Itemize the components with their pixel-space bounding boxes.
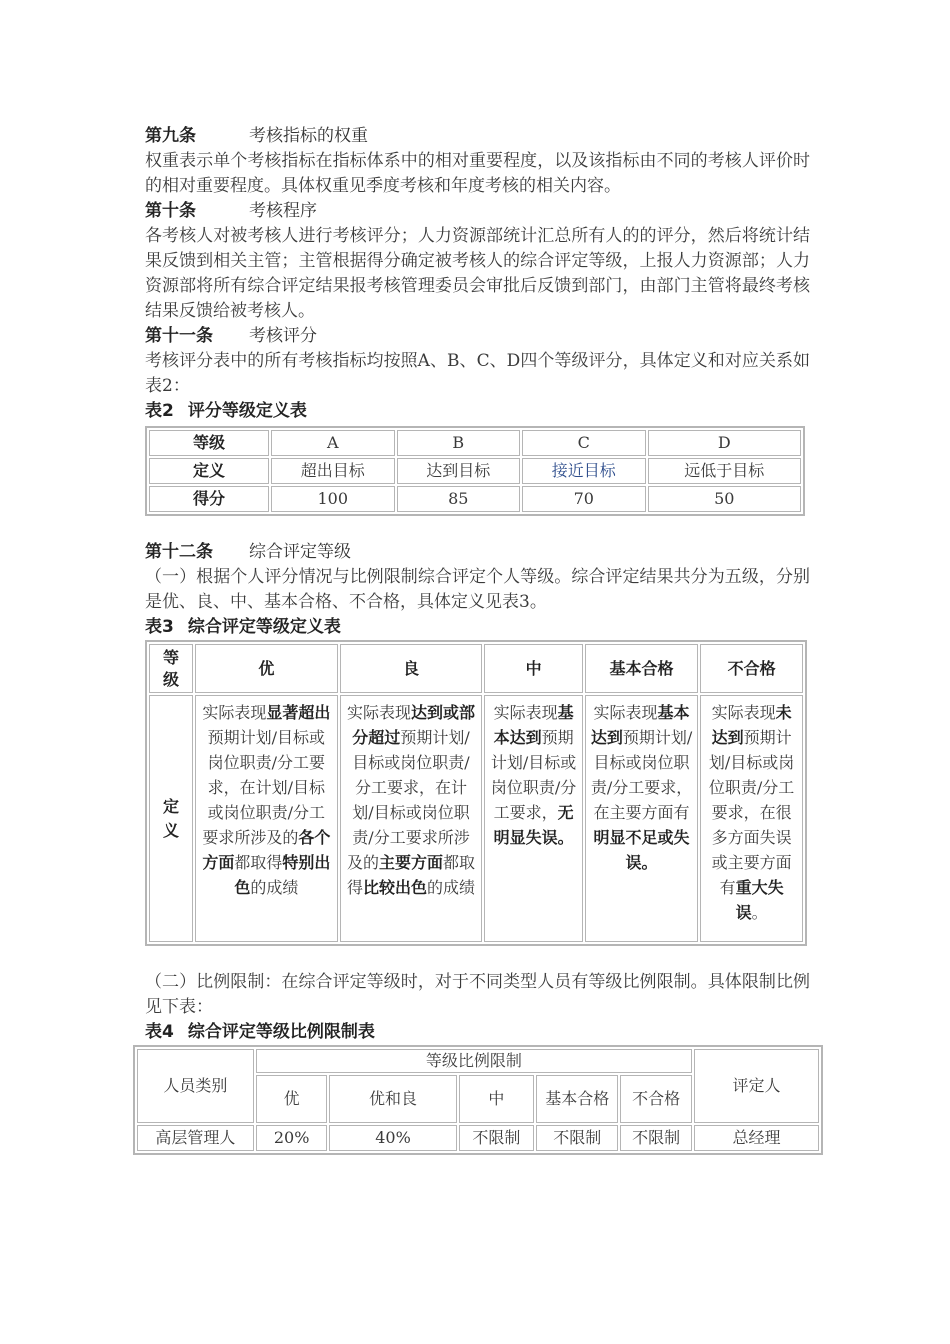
def-text: 都取得 — [234, 853, 283, 872]
def-text: 预期计划/目标或岗位职责/分工要求，在主要方面有 — [590, 728, 693, 822]
def-emphasis: 基本达到 — [493, 703, 574, 747]
table-row — [149, 695, 803, 942]
grade-cell: A — [271, 430, 395, 456]
definition-head-text: 定义 — [163, 796, 180, 840]
table-row — [137, 1049, 819, 1073]
score-cell: 70 — [522, 486, 646, 512]
ratio-cell: 不限制 — [536, 1125, 618, 1151]
article-12-text: （一）根据个人评分情况与比例限制综合评定个人等级。综合评定结果共分为五级，分别是优、良、中、基本合格、不合格，具体定义见表3。 — [145, 567, 810, 612]
document-page — [145, 124, 810, 1155]
article-9-text: 权重表示单个考核指标在指标体系中的相对重要程度，以及该指标由不同的考核人评价时的相对重要程度。具体权重见季度考核和年度考核的相关内容。 — [145, 151, 810, 196]
article-9-title — [145, 124, 810, 149]
def-text: 预期计划/目标或岗位职责/分工要求，在计划/目标或岗位职责/分工要求所涉及的 — [346, 728, 470, 872]
sub-col-head: 不合格 — [620, 1075, 692, 1123]
def-emphasis: 重大失误 — [735, 878, 784, 922]
def-emphasis: 明显不足或失误。 — [593, 828, 690, 872]
def-text: 实际表现 — [711, 703, 776, 722]
def-emphasis: 各个方面 — [202, 828, 331, 872]
def-emphasis: 达到或部分超过 — [352, 703, 476, 747]
score-cell: 50 — [648, 486, 801, 512]
score-cell: 85 — [397, 486, 521, 512]
row-head: 得分 — [149, 486, 269, 512]
article-name: 考核指标的权重 — [249, 126, 368, 146]
article-number: 第十条 — [145, 201, 196, 221]
level-cell: 不合格 — [700, 644, 803, 693]
article-number: 第十一条 — [145, 326, 213, 346]
definition-cell — [340, 695, 483, 942]
article-name: 考核评分 — [249, 326, 317, 346]
table-row — [149, 430, 801, 456]
def-text: 预期计划/目标或岗位职责/分工要求， — [490, 728, 577, 822]
grade-cell: D — [648, 430, 801, 456]
ratio-cell: 不限制 — [459, 1125, 535, 1151]
grade-definition-table — [145, 426, 805, 516]
caption-title: 综合评定等级定义表 — [187, 617, 341, 637]
article-number: 第九条 — [145, 126, 196, 146]
article-name: 综合评定等级 — [249, 542, 351, 562]
def-text: 实际表现 — [346, 703, 411, 722]
def-text: 的成绩 — [427, 878, 476, 897]
definition-cell: 远低于目标 — [648, 458, 801, 484]
table-3-caption — [145, 615, 810, 640]
level-cell: 中 — [484, 644, 583, 693]
level-cell: 基本合格 — [585, 644, 698, 693]
caption-number: 表4 — [145, 1022, 174, 1042]
definition-cell — [585, 695, 698, 942]
def-emphasis: 无明显失误。 — [493, 803, 574, 847]
def-emphasis: 基本达到 — [590, 703, 690, 747]
sub-col-head — [536, 1075, 618, 1123]
def-text: 的成绩 — [250, 878, 299, 897]
article-name: 考核程序 — [249, 201, 317, 221]
row-head: 定义 — [149, 458, 269, 484]
level-head-text: 等级 — [163, 647, 180, 689]
article-11-title — [145, 324, 810, 349]
caption-number: 表3 — [145, 617, 174, 637]
ratio-cell: 20% — [256, 1125, 328, 1151]
table-row — [137, 1125, 819, 1151]
article-10-title — [145, 199, 810, 224]
sub-col-head: 中 — [459, 1075, 535, 1123]
table-row — [149, 644, 803, 693]
definition-head — [149, 695, 193, 942]
def-text: 。 — [751, 903, 768, 922]
table-row — [149, 458, 801, 484]
def-emphasis: 主要方面 — [379, 853, 444, 872]
definition-cell: 超出目标 — [271, 458, 395, 484]
caption-number: 表2 — [145, 401, 174, 421]
def-emphasis: 特别出色 — [234, 853, 331, 897]
row-head: 等级 — [149, 430, 269, 456]
grade-ratio-limit-table — [133, 1045, 823, 1155]
table-row — [149, 486, 801, 512]
def-emphasis: 显著超出 — [266, 703, 331, 722]
definition-cell — [700, 695, 803, 942]
definition-cell: 达到目标 — [397, 458, 521, 484]
sub-col-head: 优 — [256, 1075, 328, 1123]
ratio-cell: 不限制 — [620, 1125, 692, 1151]
definition-cell: 接近目标 — [522, 458, 646, 484]
article-11-text: 考核评分表中的所有考核指标均按照A、B、C、D四个等级评分，具体定义和对应关系如表2： — [145, 351, 810, 396]
table-2-caption — [145, 399, 810, 424]
def-text: 实际表现 — [593, 703, 658, 722]
grade-cell: C — [522, 430, 646, 456]
def-text: 实际表现 — [202, 703, 267, 722]
person-type-cell: 高层管理人 — [137, 1125, 254, 1151]
def-emphasis: 比较出色 — [363, 878, 428, 897]
rater-head: 评定人 — [694, 1049, 819, 1123]
article-12-title — [145, 540, 810, 565]
definition-cell — [484, 695, 583, 942]
caption-title: 评分等级定义表 — [187, 401, 307, 421]
level-head — [149, 644, 193, 693]
caption-title: 综合评定等级比例限制表 — [187, 1022, 375, 1042]
article-number: 第十二条 — [145, 542, 213, 562]
person-type-head: 人员类别 — [137, 1049, 254, 1123]
rater-cell: 总经理 — [694, 1125, 819, 1151]
def-text: 预期计划/目标或岗位职责/分工要求，在很多方面失误或主要方面有 — [708, 728, 795, 897]
level-cell: 良 — [340, 644, 483, 693]
def-text: 实际表现 — [493, 703, 558, 722]
overall-grade-definition-table — [145, 640, 807, 946]
def-text: 预期计划/目标或岗位职责/分工要求，在计划/目标或岗位职责/分工要求所涉及的 — [202, 728, 326, 847]
section-2-text: （二）比例限制：在综合评定等级时，对于不同类型人员有等级比例限制。具体限制比例见下表： — [145, 972, 810, 1017]
score-cell: 100 — [271, 486, 395, 512]
grade-cell: B — [397, 430, 521, 456]
definition-cell — [195, 695, 338, 942]
ratio-group-head: 等级比例限制 — [256, 1049, 692, 1073]
def-emphasis: 未达到 — [711, 703, 792, 747]
ratio-cell: 40% — [329, 1125, 456, 1151]
sub-col-head: 优和良 — [329, 1075, 456, 1123]
level-cell: 优 — [195, 644, 338, 693]
article-10-text: 各考核人对被考核人进行考核评分；人力资源部统计汇总所有人的的评分，然后将统计结果反馈到相关主管；主管根据得分确定被考核人的综合评定等级，上报人力资源部；人力资源部将所有综合评定结果报考核管理委员会审批后反馈到部门，由部门主管将最终考核结果反馈给被考核人。 — [145, 226, 810, 321]
sub-col-head-text: 基本合格 — [545, 1089, 610, 1108]
table-4-caption — [145, 1020, 810, 1045]
def-text: 都取得 — [346, 853, 476, 897]
